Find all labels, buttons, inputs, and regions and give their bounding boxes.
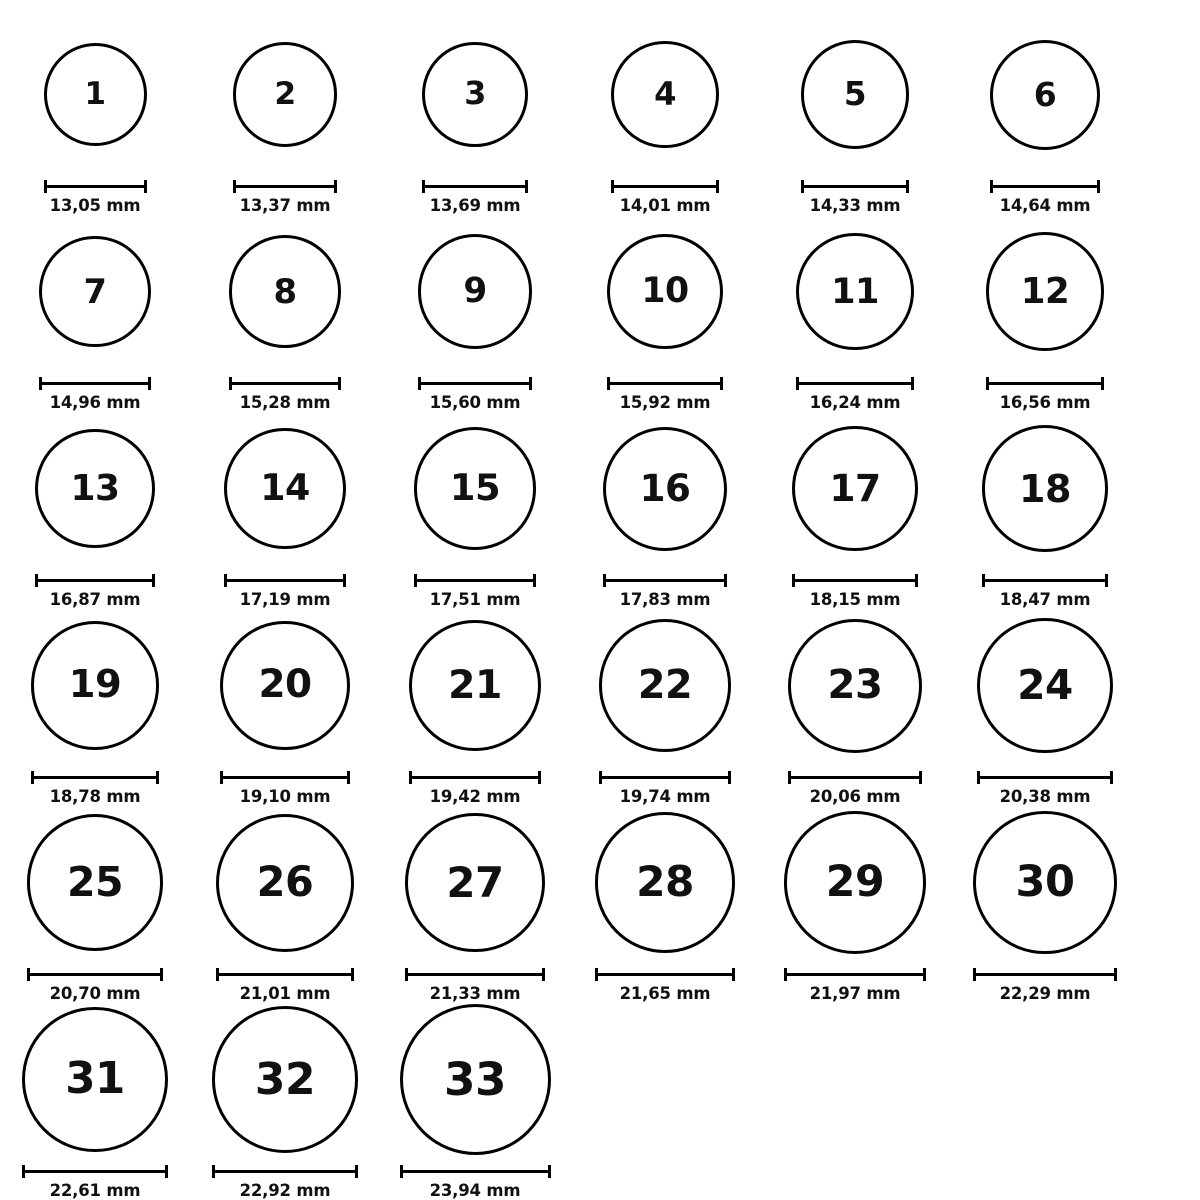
ring-size-number: 5 (843, 75, 867, 114)
ring-circle-wrap (599, 609, 731, 762)
diameter-measure-bar-icon (986, 377, 1104, 388)
ring-circle-wrap (400, 1003, 551, 1156)
ring-size-number: 1 (84, 76, 106, 113)
ring-size-number: 24 (1017, 661, 1073, 710)
ring-circle-icon (990, 40, 1100, 150)
ring-circle-wrap (405, 806, 544, 959)
ring-size-cell (380, 215, 570, 412)
ring-diameter-label: 14,96 mm (49, 393, 141, 412)
ring-size-cell (380, 806, 570, 1003)
ring-size-number: 26 (256, 857, 314, 906)
diameter-measure-bar-icon (418, 377, 532, 388)
ring-diameter-label: 22,92 mm (239, 1181, 331, 1200)
ring-circle-wrap (216, 806, 354, 959)
diameter-measure-bar-icon (792, 574, 917, 585)
ring-circle-wrap (990, 18, 1100, 171)
ring-size-cell (190, 215, 380, 412)
ring-size-row (0, 806, 1200, 1003)
ring-circle-icon (973, 811, 1117, 955)
ring-size-cell (0, 412, 190, 609)
diameter-measure-bar-icon (229, 377, 342, 388)
ring-size-row (0, 18, 1200, 215)
ring-circle-wrap (35, 412, 155, 565)
ring-diameter-label: 21,97 mm (809, 984, 901, 1003)
ring-circle-icon (414, 427, 537, 550)
diameter-measure-bar-icon (801, 180, 910, 191)
diameter-measure-bar-icon (603, 574, 727, 585)
ring-size-cell (570, 215, 760, 412)
ring-circle-icon (418, 234, 532, 348)
ring-circle-icon (607, 234, 723, 350)
diameter-measure-bar-icon (422, 180, 528, 191)
ring-size-number: 9 (463, 271, 487, 312)
ring-size-cell (190, 1003, 380, 1200)
ring-circle-icon (611, 41, 718, 148)
ring-size-number: 23 (827, 662, 883, 709)
ring-size-number: 33 (443, 1052, 507, 1106)
diameter-measure-bar-icon (400, 1165, 551, 1176)
ring-diameter-label: 14,64 mm (999, 196, 1091, 215)
ring-size-number: 2 (274, 75, 296, 112)
ring-circle-icon (39, 236, 150, 347)
ring-size-number: 3 (464, 75, 486, 112)
ring-circle-icon (229, 235, 342, 348)
ring-size-cell (570, 609, 760, 806)
diameter-measure-bar-icon (595, 968, 736, 979)
ring-size-cell (950, 215, 1140, 412)
ring-circle-wrap (595, 806, 736, 959)
ring-diameter-label: 18,47 mm (999, 590, 1091, 609)
ring-diameter-label: 17,19 mm (239, 590, 331, 609)
ring-size-cell (0, 609, 190, 806)
ring-size-number: 17 (829, 465, 881, 510)
ring-size-cell (380, 412, 570, 609)
ring-circle-icon (595, 812, 736, 953)
ring-size-cell (950, 806, 1140, 1003)
ring-diameter-label: 16,87 mm (49, 590, 141, 609)
ring-circle-wrap (220, 609, 350, 762)
ring-size-cell (380, 1003, 570, 1200)
ring-size-cell (760, 18, 950, 215)
ring-circle-wrap (422, 18, 528, 171)
ring-circle-icon (422, 42, 528, 148)
diameter-measure-bar-icon (216, 968, 354, 979)
ring-circle-icon (405, 813, 544, 952)
ring-size-row (0, 215, 1200, 412)
ring-circle-icon (220, 621, 350, 751)
ring-circle-icon (599, 619, 731, 751)
ring-circle-wrap (801, 18, 910, 171)
ring-diameter-label: 21,01 mm (239, 984, 331, 1003)
diameter-measure-bar-icon (405, 968, 544, 979)
diameter-measure-bar-icon (409, 771, 540, 782)
diameter-measure-bar-icon (973, 968, 1117, 979)
ring-size-cell (950, 609, 1140, 806)
ring-size-number: 32 (254, 1053, 316, 1105)
ring-diameter-label: 23,94 mm (429, 1181, 521, 1200)
ring-circle-icon (977, 618, 1112, 753)
ring-size-number: 28 (636, 857, 694, 907)
ring-circle-icon (788, 619, 922, 753)
ring-size-cell (570, 412, 760, 609)
ring-size-cell (190, 609, 380, 806)
ring-size-cell (380, 609, 570, 806)
ring-size-cell (570, 18, 760, 215)
ring-size-number: 22 (637, 661, 693, 708)
ring-size-cell (760, 609, 950, 806)
diameter-measure-bar-icon (212, 1165, 359, 1176)
ring-circle-icon (27, 814, 164, 951)
ring-size-cell (380, 18, 570, 215)
ring-circle-wrap (986, 215, 1104, 368)
ring-diameter-label: 19,42 mm (429, 787, 521, 806)
ring-size-number: 25 (66, 858, 124, 907)
ring-circle-icon (212, 1006, 359, 1153)
diameter-measure-bar-icon (599, 771, 731, 782)
diameter-measure-bar-icon (233, 180, 337, 191)
ring-size-number: 30 (1015, 857, 1075, 907)
ring-size-number: 8 (273, 271, 297, 311)
ring-diameter-label: 13,69 mm (429, 196, 521, 215)
ring-diameter-label: 16,24 mm (809, 393, 901, 412)
ring-circle-icon (216, 814, 354, 952)
ring-diameter-label: 16,56 mm (999, 393, 1091, 412)
ring-size-number: 7 (83, 271, 107, 311)
ring-circle-wrap (212, 1003, 359, 1156)
ring-diameter-label: 17,51 mm (429, 590, 521, 609)
diameter-measure-bar-icon (414, 574, 537, 585)
ring-size-number: 12 (1020, 270, 1070, 312)
diameter-measure-bar-icon (22, 1165, 167, 1176)
diameter-measure-bar-icon (35, 574, 155, 585)
ring-circle-icon (224, 428, 345, 549)
ring-size-number: 19 (68, 662, 122, 708)
ring-circle-wrap (977, 609, 1112, 762)
ring-size-number: 21 (448, 662, 502, 708)
diameter-measure-bar-icon (31, 771, 159, 782)
ring-size-number: 6 (1033, 75, 1057, 115)
ring-circle-icon (801, 40, 910, 149)
ring-diameter-label: 15,60 mm (429, 393, 521, 412)
ring-size-cell (0, 18, 190, 215)
ring-diameter-label: 14,33 mm (809, 196, 901, 215)
ring-circle-wrap (414, 412, 537, 565)
diameter-measure-bar-icon (27, 968, 164, 979)
diameter-measure-bar-icon (977, 771, 1112, 782)
ring-circle-icon (233, 42, 337, 146)
ring-size-cell (0, 215, 190, 412)
ring-circle-wrap (611, 18, 718, 171)
diameter-measure-bar-icon (784, 968, 926, 979)
ring-diameter-label: 20,38 mm (999, 787, 1091, 806)
diameter-measure-bar-icon (44, 180, 147, 191)
ring-circle-wrap (31, 609, 159, 762)
ring-size-number: 18 (1019, 466, 1071, 511)
ring-size-row (0, 412, 1200, 609)
ring-diameter-label: 22,61 mm (49, 1181, 141, 1200)
ring-diameter-label: 18,15 mm (809, 590, 901, 609)
ring-circle-icon (35, 429, 155, 549)
ring-circle-wrap (973, 806, 1117, 959)
ring-circle-wrap (792, 412, 917, 565)
ring-circle-wrap (44, 18, 147, 171)
ring-circle-wrap (603, 412, 727, 565)
ring-size-number: 16 (639, 465, 691, 510)
ring-circle-icon (400, 1004, 551, 1155)
diameter-measure-bar-icon (220, 771, 350, 782)
ring-diameter-label: 20,70 mm (49, 984, 141, 1003)
ring-size-row (0, 1003, 1200, 1200)
ring-circle-wrap (409, 609, 540, 762)
ring-size-cell (760, 412, 950, 609)
ring-circle-wrap (229, 215, 342, 368)
diameter-measure-bar-icon (39, 377, 150, 388)
ring-circle-wrap (22, 1003, 167, 1156)
ring-size-cell (190, 412, 380, 609)
diameter-measure-bar-icon (611, 180, 718, 191)
ring-size-cell (190, 806, 380, 1003)
ring-size-number: 11 (831, 270, 879, 312)
ring-diameter-label: 15,28 mm (239, 393, 331, 412)
ring-size-row (0, 609, 1200, 806)
ring-diameter-label: 13,37 mm (239, 196, 331, 215)
ring-circle-icon (31, 621, 159, 749)
ring-circle-icon (22, 1007, 167, 1152)
ring-circle-icon (409, 620, 540, 751)
ring-circle-icon (603, 427, 727, 551)
diameter-measure-bar-icon (982, 574, 1109, 585)
ring-diameter-label: 19,74 mm (619, 787, 711, 806)
diameter-measure-bar-icon (607, 377, 723, 388)
ring-circle-icon (982, 425, 1109, 552)
ring-size-number: 15 (449, 466, 501, 510)
ring-diameter-label: 19,10 mm (239, 787, 331, 806)
ring-circle-icon (986, 232, 1104, 350)
ring-size-cell (760, 215, 950, 412)
ring-size-cell (950, 412, 1140, 609)
ring-circle-wrap (784, 806, 926, 959)
ring-circle-wrap (788, 609, 922, 762)
ring-size-number: 13 (70, 467, 120, 509)
ring-diameter-label: 20,06 mm (809, 787, 901, 806)
ring-circle-wrap (233, 18, 337, 171)
ring-circle-wrap (982, 412, 1109, 565)
ring-size-number: 31 (65, 1053, 125, 1104)
ring-size-number: 4 (654, 75, 676, 114)
ring-size-cell (760, 806, 950, 1003)
diameter-measure-bar-icon (796, 377, 913, 388)
ring-size-cell (570, 806, 760, 1003)
ring-circle-icon (792, 426, 917, 551)
ring-circle-icon (796, 233, 913, 350)
ring-circle-icon (784, 811, 926, 953)
ring-size-cell (950, 18, 1140, 215)
ring-diameter-label: 22,29 mm (999, 984, 1091, 1003)
ring-size-number: 10 (641, 271, 689, 312)
ring-diameter-label: 17,83 mm (619, 590, 711, 609)
ring-diameter-label: 18,78 mm (49, 787, 141, 806)
ring-circle-wrap (39, 215, 150, 368)
ring-size-cell (190, 18, 380, 215)
ring-circle-wrap (224, 412, 345, 565)
ring-diameter-label: 15,92 mm (619, 393, 711, 412)
ring-size-cell (0, 1003, 190, 1200)
diameter-measure-bar-icon (224, 574, 345, 585)
ring-circle-wrap (607, 215, 723, 368)
ring-size-number: 27 (446, 857, 504, 907)
ring-diameter-label: 14,01 mm (619, 196, 711, 215)
diameter-measure-bar-icon (788, 771, 922, 782)
ring-size-number: 14 (260, 466, 310, 510)
ring-diameter-label: 13,05 mm (49, 196, 141, 215)
ring-circle-wrap (418, 215, 532, 368)
ring-circle-wrap (27, 806, 164, 959)
ring-size-cell (0, 806, 190, 1003)
diameter-measure-bar-icon (990, 180, 1100, 191)
ring-diameter-label: 21,65 mm (619, 984, 711, 1003)
ring-circle-icon (44, 43, 147, 146)
ring-size-number: 20 (258, 662, 312, 708)
ring-size-number: 29 (825, 857, 885, 908)
ring-circle-wrap (796, 215, 913, 368)
ring-diameter-label: 21,33 mm (429, 984, 521, 1003)
